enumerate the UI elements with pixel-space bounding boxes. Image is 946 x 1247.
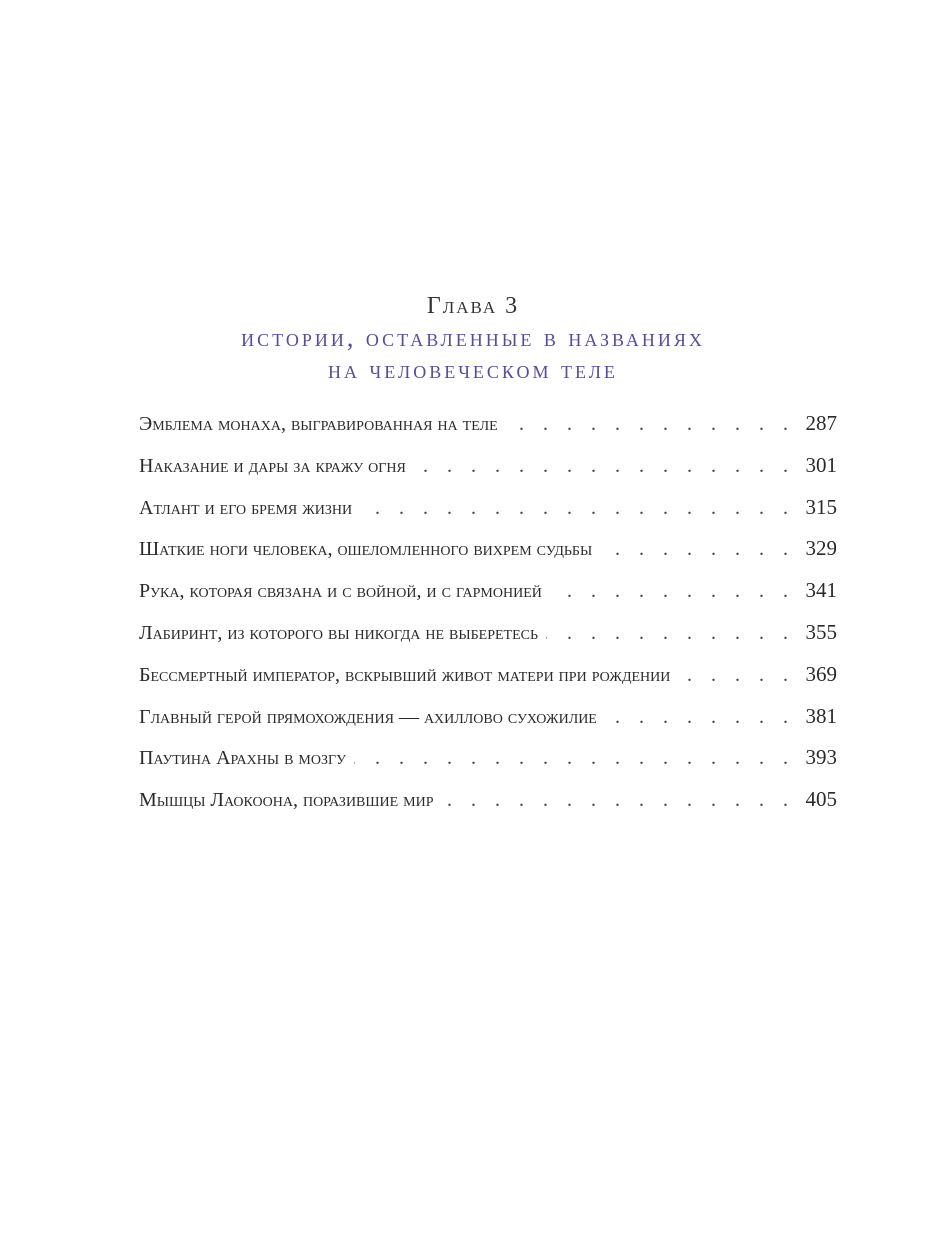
toc-entry-page: 369 bbox=[805, 661, 837, 686]
toc-entry[interactable] bbox=[139, 570, 837, 612]
toc-entry-page: 341 bbox=[805, 578, 837, 603]
toc-entry-title: Главный герой прямохождения — ахиллово сухожилие bbox=[139, 705, 597, 728]
toc-leader-dots bbox=[600, 529, 795, 571]
toc-entry[interactable] bbox=[139, 612, 837, 654]
toc-entry-page: 287 bbox=[805, 411, 837, 435]
toc-entry-page: 405 bbox=[805, 787, 837, 812]
toc-entry-title: Лабиринт, из которого вы никогда не выберетесь bbox=[139, 621, 539, 644]
toc-entry-page: 355 bbox=[805, 619, 837, 644]
toc-entry[interactable] bbox=[139, 779, 837, 821]
toc-entry-page: 301 bbox=[805, 452, 837, 477]
toc-leader-dots bbox=[550, 571, 795, 613]
toc-entry-title: Шаткие ноги человека, ошеломленного вихрем судьбы bbox=[139, 538, 593, 561]
toc-leader-dots bbox=[678, 655, 795, 697]
toc-entry-title: Наказание и дары за кражу огня bbox=[139, 454, 406, 477]
toc-leader-dots bbox=[360, 488, 795, 530]
toc-entry-title: Бессмертный император, вскрывший живот матери при рождении bbox=[139, 663, 671, 686]
toc-entry-title: Паутина Арахны в мозгу bbox=[139, 747, 347, 770]
toc-leader-dots bbox=[414, 446, 795, 488]
toc-entry-page: 381 bbox=[805, 703, 837, 728]
toc-entry-title: Мышцы Лаокоона, поразившие мир bbox=[139, 789, 434, 812]
toc-leader-dots bbox=[354, 738, 795, 780]
chapter-label: Глава 3 bbox=[426, 293, 520, 319]
toc-entry[interactable] bbox=[139, 445, 837, 487]
toc-entry-title: Эмблема монаха, выгравированная на теле bbox=[139, 413, 498, 435]
toc-leader-dots bbox=[605, 697, 795, 739]
chapter-header bbox=[0, 290, 946, 386]
toc-entry[interactable] bbox=[139, 654, 837, 696]
toc-entry[interactable] bbox=[139, 403, 837, 445]
toc-entry-title: Атлант и его бремя жизни bbox=[139, 496, 353, 519]
toc-entry[interactable] bbox=[139, 487, 837, 529]
toc-leader-dots bbox=[506, 404, 795, 446]
chapter-title-line-1: истории, оставленные в названиях bbox=[241, 323, 705, 352]
toc-entry-page: 315 bbox=[805, 494, 837, 519]
toc-entry-page: 393 bbox=[805, 745, 837, 770]
toc-entry[interactable] bbox=[139, 528, 837, 570]
toc-entry-page: 329 bbox=[805, 536, 837, 561]
chapter-title-line-2: на человеческом теле bbox=[328, 355, 618, 384]
toc-leader-dots bbox=[442, 780, 795, 822]
table-of-contents bbox=[139, 403, 837, 821]
toc-entry[interactable] bbox=[139, 696, 837, 738]
toc-entry[interactable] bbox=[139, 737, 837, 779]
toc-entry-title: Рука, которая связана и с войной, и с гармонией bbox=[139, 580, 542, 603]
toc-leader-dots bbox=[546, 613, 795, 655]
